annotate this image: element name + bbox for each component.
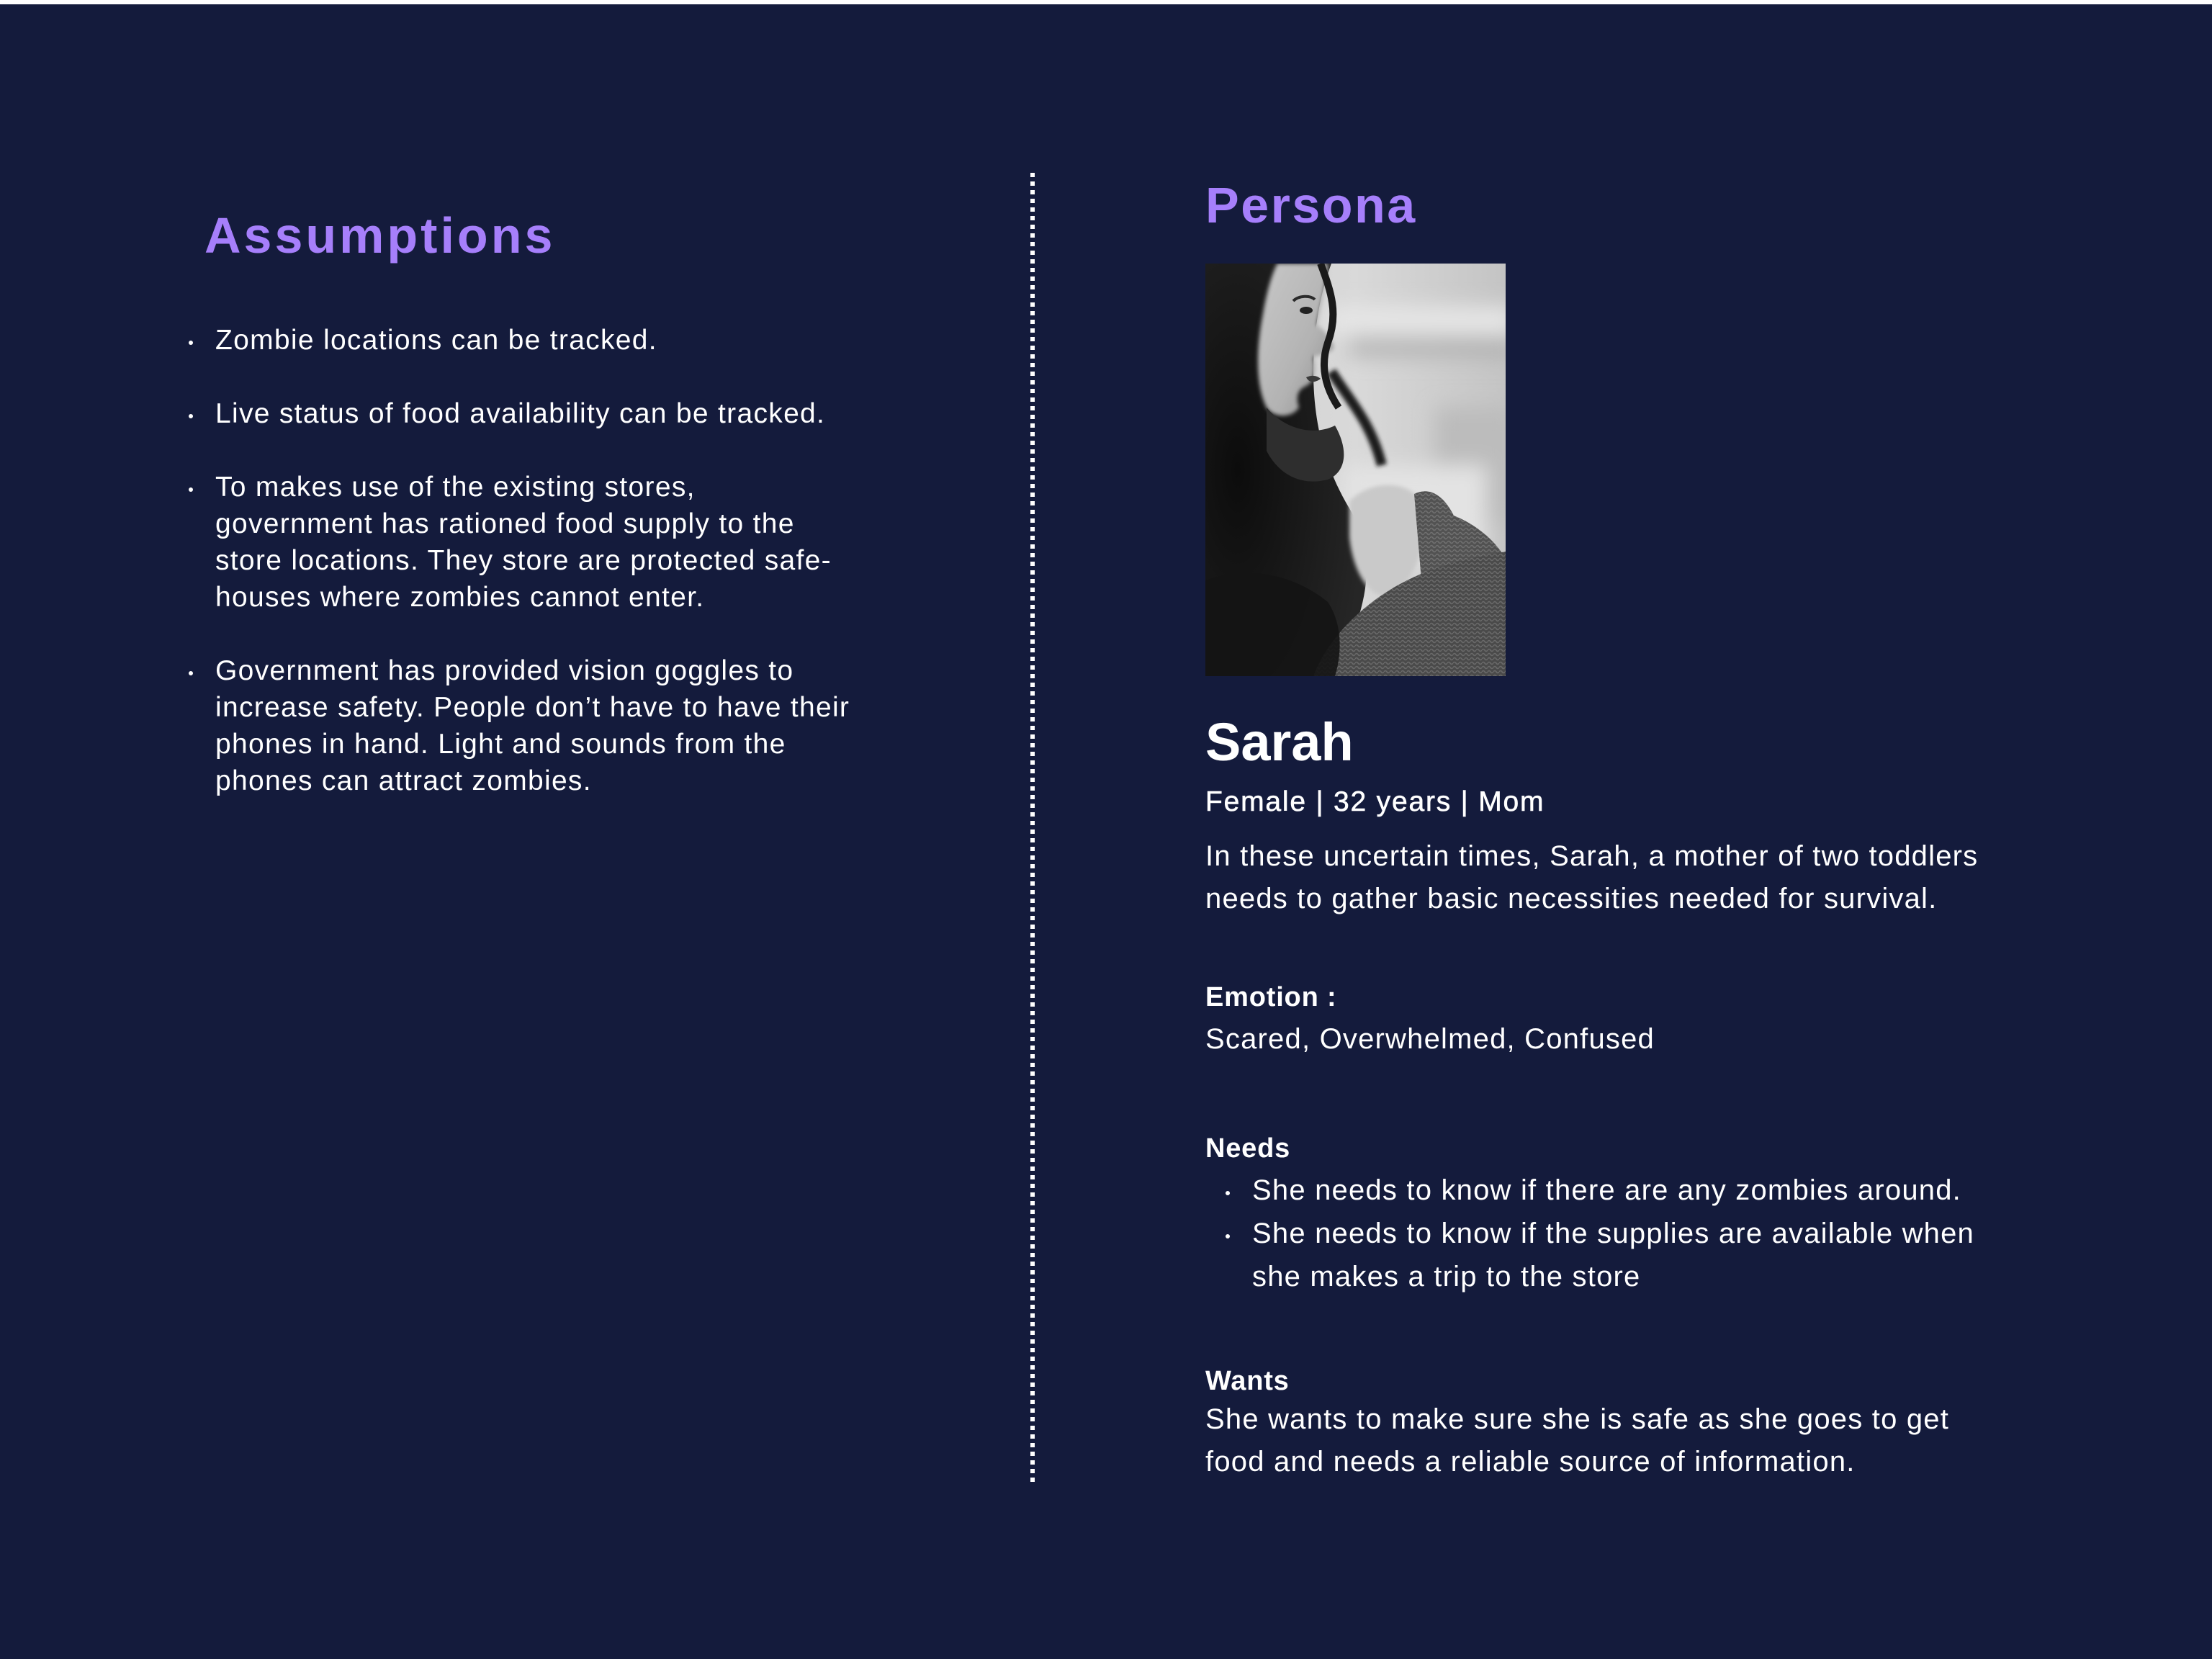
portrait-photo-icon bbox=[1205, 264, 1506, 676]
assumption-text: Zombie locations can be tracked. bbox=[215, 325, 657, 356]
assumption-text: Live status of food availability can be tracked. bbox=[215, 398, 826, 429]
assumption-text-line: phones in hand. Light and sounds from the bbox=[215, 729, 786, 760]
assumption-text-line: store locations. They store are protected safe- bbox=[215, 545, 832, 576]
persona-meta: Female | 32 years | Mom bbox=[1205, 786, 1545, 817]
needs-list bbox=[1252, 1169, 1974, 1298]
assumption-text-line: increase safety. People don’t have to have their bbox=[215, 692, 850, 723]
assumption-text-line: houses where zombies cannot enter. bbox=[215, 582, 705, 613]
assumption-item bbox=[215, 469, 964, 616]
wants-line: She wants to make sure she is safe as she goes to get bbox=[1205, 1403, 1950, 1435]
assumption-text-line: Government has provided vision goggles to bbox=[215, 655, 794, 686]
needs-label: Needs bbox=[1205, 1133, 1291, 1164]
description-line: needs to gather basic necessities needed for survival. bbox=[1205, 883, 1938, 914]
bullet-icon bbox=[189, 671, 193, 675]
bullet-icon bbox=[1226, 1191, 1230, 1195]
persona-description bbox=[1205, 835, 1978, 920]
emotion-label: Emotion : bbox=[1205, 982, 1337, 1012]
persona-name: Sarah bbox=[1205, 712, 1354, 772]
wants-line: food and needs a reliable source of information. bbox=[1205, 1446, 1856, 1478]
dotted-divider bbox=[1030, 173, 1035, 1485]
bullet-icon bbox=[189, 414, 193, 418]
assumption-item bbox=[215, 322, 964, 359]
assumptions-title: Assumptions bbox=[204, 207, 556, 264]
top-strip bbox=[0, 0, 2212, 4]
bullet-icon bbox=[189, 341, 193, 345]
bullet-icon bbox=[1226, 1234, 1230, 1238]
assumption-item bbox=[215, 395, 964, 432]
assumptions-list bbox=[215, 322, 964, 836]
emotion-value: Scared, Overwhelmed, Confused bbox=[1205, 1023, 1655, 1055]
persona-title: Persona bbox=[1205, 177, 1417, 233]
wants-text bbox=[1205, 1398, 1949, 1483]
need-text-line: She needs to know if the supplies are available when bbox=[1252, 1218, 1975, 1249]
need-text-line: she makes a trip to the store bbox=[1252, 1261, 1641, 1292]
need-item bbox=[1252, 1212, 1974, 1298]
persona-photo bbox=[1205, 264, 1506, 676]
description-line: In these uncertain times, Sarah, a mother of two toddlers bbox=[1205, 840, 1979, 872]
need-text: She needs to know if there are any zombies around. bbox=[1252, 1174, 1961, 1206]
assumption-text-line: To makes use of the existing stores, bbox=[215, 472, 696, 503]
wants-label: Wants bbox=[1205, 1366, 1290, 1396]
assumption-text-line: government has rationed food supply to the bbox=[215, 508, 795, 539]
need-item bbox=[1252, 1169, 1974, 1212]
bullet-icon bbox=[189, 487, 193, 492]
assumption-item bbox=[215, 652, 964, 799]
assumption-text-line: phones can attract zombies. bbox=[215, 765, 592, 796]
